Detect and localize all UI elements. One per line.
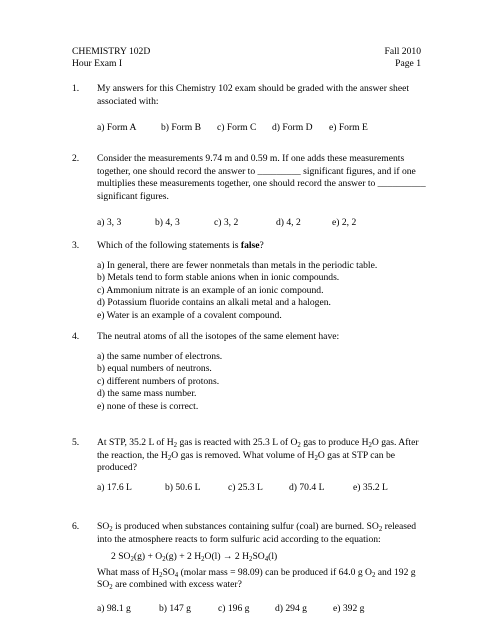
question-number: 3. — [72, 240, 80, 251]
choice-b[interactable]: b) equal numbers of neutrons. — [97, 363, 212, 374]
choice-a[interactable]: a) In general, there are fewer nonmetals than metals in the periodic table. — [97, 259, 378, 271]
course-title: CHEMISTRY 102D — [72, 46, 151, 57]
question-number: 4. — [72, 331, 80, 342]
emphasis-false: false — [240, 240, 260, 251]
question-number: 6. — [72, 521, 80, 532]
answer-choices — [97, 603, 432, 616]
term-label: Fall 2010 — [384, 46, 421, 57]
choice-e[interactable]: e) 2, 2 — [332, 217, 357, 228]
choice-a[interactable]: a) 17.6 L — [97, 481, 132, 493]
choice-a[interactable]: a) Form A — [97, 122, 137, 133]
question-1 — [72, 83, 432, 135]
choice-e[interactable]: e) none of these is correct. — [97, 400, 199, 412]
question-text: My answers for this Chemistry 102 exam should be graded with the answer sheet associated with: — [97, 83, 409, 107]
answer-choices — [97, 482, 432, 495]
choice-c[interactable]: c) Form C — [217, 122, 257, 133]
choice-b[interactable]: b) Metals tend to form stable anions when in ionic compounds. — [97, 272, 340, 283]
question-6 — [72, 521, 432, 615]
choice-d[interactable]: d) 70.4 L — [289, 481, 325, 493]
page-number: Page 1 — [395, 58, 421, 69]
choice-a[interactable]: a) 3, 3 — [97, 217, 122, 228]
choice-e[interactable]: e) Water is an example of a covalent compound. — [97, 309, 282, 321]
choice-d[interactable]: d) Form D — [272, 122, 313, 133]
choice-c[interactable]: c) 25.3 L — [228, 481, 263, 493]
choice-b[interactable]: b) 4, 3 — [155, 217, 180, 228]
choice-c[interactable]: c) 196 g — [218, 602, 250, 614]
choice-c[interactable]: c) different numbers of protons. — [97, 375, 220, 387]
choice-d[interactable]: d) Potassium fluoride contains an alkali metal and a halogen. — [97, 297, 331, 308]
question-3 — [72, 240, 432, 322]
question-5 — [72, 437, 432, 494]
choice-b[interactable]: b) 147 g — [159, 602, 191, 614]
answer-choices — [97, 351, 432, 414]
choice-d[interactable]: d) the same mass number. — [97, 388, 197, 399]
exam-title: Hour Exam I — [72, 58, 123, 69]
choice-c[interactable]: c) Ammonium nitrate is an example of an ionic compound. — [97, 284, 324, 296]
question-4 — [72, 331, 432, 413]
question-text: At STP, 35.2 L of $H_2$ gas is reacted with 25.3 L of $O_2$ gas to produce $H_2O$ gas. After the reaction, the $H_2O$ gas is removed. What volume of $H_2O$ gas at STP can be produced? — [97, 437, 419, 473]
question-text: The neutral atoms of all the isotopes of the same element have: — [97, 331, 340, 342]
answer-choices — [97, 260, 432, 323]
choice-a[interactable]: a) the same number of electrons. — [97, 350, 223, 362]
choice-b[interactable]: b) 50.6 L — [165, 481, 201, 493]
choice-e[interactable]: e) Form E — [329, 122, 368, 133]
question-text: Which of the following statements is false? — [97, 240, 264, 251]
answer-choices — [97, 217, 432, 230]
question-text: $SO_2$ is produced when substances containing sulfur (coal) are burned. $SO_2$ released into the atmosphere reacts to form sulfuric acid according to the equation: — [97, 521, 417, 545]
choice-a[interactable]: a) 98.1 g — [97, 602, 131, 614]
answer-choices — [97, 122, 432, 135]
choice-c[interactable]: c) 3, 2 — [214, 217, 239, 228]
choice-e[interactable]: e) 35.2 L — [353, 481, 388, 493]
question-number: 1. — [72, 83, 80, 94]
choice-d[interactable]: d) 4, 2 — [276, 217, 301, 228]
choice-b[interactable]: b) Form B — [161, 122, 201, 133]
choice-e[interactable]: e) 392 g — [333, 602, 365, 614]
question-number: 5. — [72, 437, 80, 448]
question-number: 2. — [72, 153, 80, 164]
choice-d[interactable]: d) 294 g — [275, 602, 307, 614]
chemical-equation: 2 $SO_2(g) + O_2(g) + 2$ $H_2O(l) \to 2$ $H_2SO_4(l)$ — [111, 551, 278, 563]
question-2 — [72, 153, 432, 230]
question-subtext: What mass of $H_2SO_4$ (molar mass = 98.09) can be produced if 64.0 g $O_2$ and 192 g $SO_2$ are combined with excess water? — [97, 566, 416, 591]
question-text: Consider the measurements 9.74 m and 0.59 m. If one adds these measurements together, one should record the answer to _________ significant figures, and if one multiplies these measurements together, one should record the answer to __________ significant figures. — [97, 153, 426, 202]
